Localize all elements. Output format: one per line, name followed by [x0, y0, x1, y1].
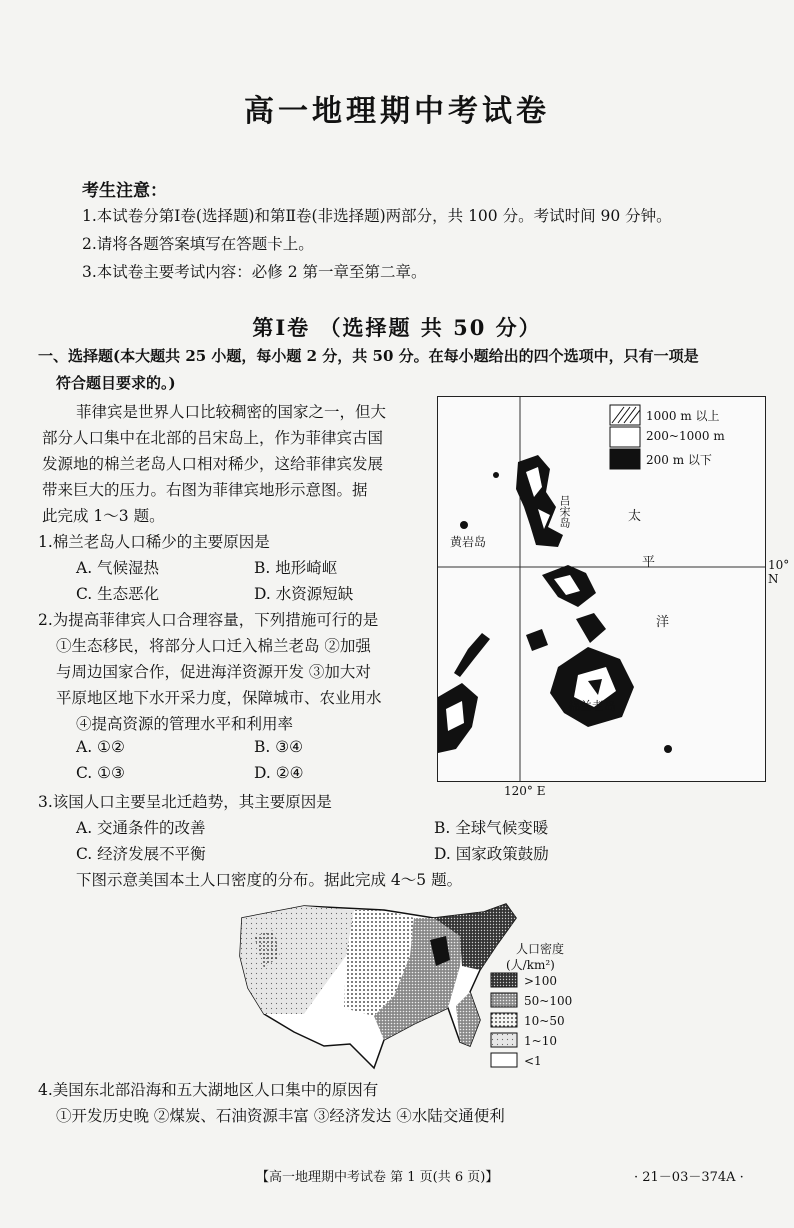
instruction-line: 一、选择题(本大题共 25 小题，每小题 2 分，共 50 分。在每小题给出的四个选项中，只有一项是: [38, 347, 699, 365]
question-1-stem: 1.棉兰老岛人口稀少的主要原因是: [38, 533, 270, 551]
question-2-stem: 2.为提高菲律宾人口合理容量，下列措施可行的是: [38, 611, 379, 629]
q1-option-b: B. 地形崎岖: [254, 559, 338, 577]
q3-option-d: D. 国家政策鼓励: [434, 845, 549, 863]
density-legend-item: 50~100: [524, 994, 573, 1008]
passage-2: 下图示意美国本土人口密度的分布。据此完成 4～5 题。: [76, 871, 463, 889]
density-legend-title: 人口密度: [516, 942, 565, 956]
notice-heading: 考生注意：: [82, 181, 167, 201]
q2-line: 平原地区地下水开采力度，保障城市、农业用水: [56, 689, 382, 707]
passage-line: 此完成 1～3 题。: [42, 507, 165, 525]
notice-item: 3.本试卷主要考试内容：必修 2 第一章至第二章。: [82, 263, 427, 281]
q2-option-b: B. ③④: [254, 738, 304, 756]
page-footer: 【高一地理期中考试卷 第 1 页(共 6 页)】: [256, 1170, 499, 1185]
longitude-label: 120° E: [504, 784, 546, 798]
luzon-label: 吕宋岛: [558, 495, 571, 528]
section-heading: 第Ⅰ卷 （选择题 共 50 分）: [252, 315, 542, 340]
ocean-label-3: 洋: [656, 615, 670, 630]
q3-option-c: C. 经济发展不平衡: [76, 845, 206, 863]
density-legend-item: >100: [524, 974, 557, 988]
passage-line: 部分人口集中在北部的吕宋岛上，作为菲律宾古国: [42, 429, 384, 447]
q4-options: ①开发历史晚 ②煤炭、石油资源丰富 ③经济发达 ④水陆交通便利: [56, 1107, 505, 1125]
q2-line: ④提高资源的管理水平和利用率: [76, 715, 294, 733]
island-label: 黄岩岛: [450, 535, 487, 549]
density-legend-item: 10~50: [524, 1014, 565, 1028]
q2-option-d: D. ②④: [254, 764, 304, 782]
question-4-stem: 4.美国东北部沿海和五大湖地区人口集中的原因有: [38, 1081, 379, 1099]
latitude-label: 10° N: [768, 558, 790, 586]
q2-option-a: A. ①②: [76, 738, 125, 756]
question-3-stem: 3.该国人口主要呈北迁趋势，其主要原因是: [38, 793, 332, 811]
us-map-graphic: [234, 896, 524, 1070]
exam-code: · 21－03－374A ·: [634, 1170, 744, 1185]
q2-option-c: C. ①③: [76, 764, 125, 782]
exam-title: 高一地理期中考试卷: [244, 94, 550, 129]
instruction-line: 符合题目要求的。): [56, 374, 176, 392]
legend-low: 200 m 以下: [646, 453, 712, 467]
passage-line: 菲律宾是世界人口比较稠密的国家之一，但大: [76, 403, 387, 421]
us-population-density-map: [234, 896, 524, 1070]
density-legend: [490, 972, 520, 1072]
notice-item: 1.本试卷分第Ⅰ卷(选择题)和第Ⅱ卷(非选择题)两部分，共 100 分。考试时间 90 分钟。: [82, 207, 672, 225]
density-legend-item: 1~10: [524, 1034, 557, 1048]
q3-option-b: B. 全球气候变暖: [434, 819, 549, 837]
passage-line: 发源地的棉兰老岛人口相对稀少，这给菲律宾发展: [42, 455, 384, 473]
q2-line: ①生态移民，将部分人口迁入棉兰老岛 ②加强: [56, 637, 371, 655]
q1-option-c: C. 生态恶化: [76, 585, 160, 603]
q3-option-a: A. 交通条件的改善: [76, 819, 206, 837]
notice-item: 2.请将各题答案填写在答题卡上。: [82, 235, 314, 253]
legend-mid: 200~1000 m: [646, 429, 725, 443]
density-legend-unit: (人/km²): [506, 958, 555, 972]
q2-line: 与周边国家合作，促进海洋资源开发 ③加大对: [56, 663, 371, 681]
mindanao-label: 棉兰老岛: [568, 699, 617, 713]
philippines-terrain-map: [437, 396, 766, 782]
density-legend-swatches: [490, 972, 520, 1068]
ocean-label-1: 太: [628, 509, 642, 524]
density-legend-item: <1: [524, 1054, 542, 1068]
ocean-label-2: 平: [642, 555, 656, 570]
philippines-map-graphic: [438, 397, 765, 781]
q1-option-d: D. 水资源短缺: [254, 585, 354, 603]
passage-line: 带来巨大的压力。右图为菲律宾地形示意图。据: [42, 481, 368, 499]
legend-high: 1000 m 以上: [646, 409, 720, 423]
q1-option-a: A. 气候湿热: [76, 559, 160, 577]
